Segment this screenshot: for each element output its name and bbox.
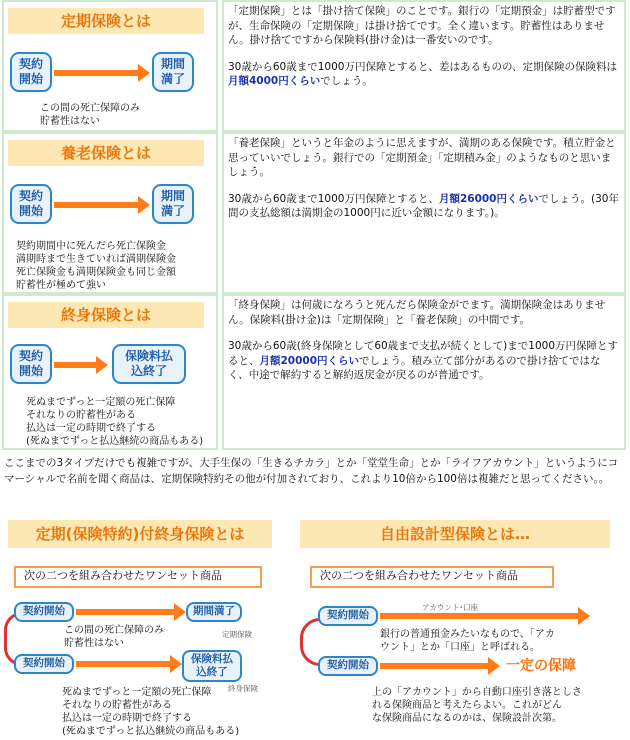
panel-title: 養老保険とは <box>8 140 204 166</box>
contract-start-pill: 契約開始 <box>14 602 74 622</box>
highlight-price: 月額26000円くらい <box>438 192 539 205</box>
term-arrow <box>76 609 176 615</box>
note-line: な保険商品になるのかは、保険設計次第。 <box>372 713 562 724</box>
note-line: 満期時まで生きていれば満期保険金 <box>16 254 176 265</box>
diagram-panel <box>2 0 218 132</box>
diagram-title: 定期(保険特約)付終身保険とは <box>8 520 272 548</box>
note-line: (死ぬまでずっと払込継続の商品もある) <box>62 726 240 737</box>
label-whole-life: 終身保険 <box>228 684 258 693</box>
payment-end-pill <box>182 650 242 682</box>
notes <box>380 628 555 654</box>
paragraph: 「養老保険」というと年金のように思えますが、満期のある保険です。積立貯金と思っていいでしょう。銀行での「定期預金」「定期積み金」のようなものと思いましょう。 <box>228 137 616 178</box>
note-line: それなりの貯蓄性がある <box>62 700 172 711</box>
bubble-text: 契約 開始 <box>18 189 43 218</box>
notes <box>26 396 203 448</box>
diagram-panel <box>2 132 218 294</box>
bubble-text: 契約 開始 <box>18 349 43 378</box>
pill-text: 保険料払 込終了 <box>191 653 233 678</box>
note-line: 払込は一定の時期で終了する <box>62 713 192 724</box>
contract-start-pill: 契約開始 <box>318 656 378 676</box>
set-product-box: 次の二つを組み合わせたワンセット商品 <box>310 566 554 588</box>
contract-start-bubble <box>10 184 52 224</box>
panel-title: 定期保険とは <box>8 8 204 34</box>
period-end-bubble <box>152 52 194 92</box>
text-segment: でしょう。(30年間の支払総額は満期金の1000円に近い金額になります。)。 <box>228 192 619 219</box>
contract-start-bubble <box>10 344 52 384</box>
link-curve <box>300 618 320 666</box>
paragraph <box>228 60 620 89</box>
period-end-bubble <box>152 184 194 224</box>
account-arrow <box>380 613 580 619</box>
period-arrow <box>54 202 140 208</box>
note-line: この間の死亡保障のみ <box>40 103 140 114</box>
paragraph: 「終身保険」は何歳になろうと死んだら保険金がでます。満期保険金はありません。保険料(掛け金)は「定期保険」と「養老保険」の中間です。 <box>228 299 606 326</box>
note-line: 貯蓄性が極めて強い <box>16 280 106 291</box>
paragraph <box>228 192 620 221</box>
set-product-box: 次の二つを組み合わせたワンセット商品 <box>14 566 262 588</box>
bubble-text: 保険料払 込終了 <box>124 349 173 378</box>
note-line: この間の死亡保障のみ <box>64 625 164 636</box>
coverage-arrow <box>380 663 490 669</box>
note-line: ウント」とか「口座」と呼ばれる。 <box>380 642 540 653</box>
note-line: 上の「アカウント」から自動口座引き落としさ <box>372 687 582 698</box>
highlight-price: 月額4000円くらい <box>228 75 321 87</box>
diagram-title: 自由設計型保険とは… <box>300 520 610 548</box>
note-line: 払込は一定の時期で終了する <box>26 423 156 434</box>
contract-start-pill: 契約開始 <box>14 654 74 674</box>
label-account: アカウント･口座 <box>422 603 479 612</box>
text-segment: 30歳から60歳(終身保険として60歳まで支払が続くとして)まで1000万円保障とすると、 <box>228 340 618 367</box>
row-term-insurance <box>0 0 630 132</box>
row-whole-life-insurance <box>0 294 630 450</box>
text-segment: 30歳から60歳まで1000万円保障とすると、 <box>228 192 439 205</box>
fixed-coverage-label: 一定の保障 <box>506 658 576 674</box>
note-line: 貯蓄性はない <box>40 116 100 127</box>
text-segment: でしょう。積み立て部分があるので掛け捨てではなく、中途で解約すると解約返戻金が戻るのが普通です。 <box>228 354 601 381</box>
note-line: 死ぬまでずっと一定額の死亡保障 <box>62 687 212 698</box>
note-line: (死ぬまでずっと払込継続の商品もある) <box>26 436 204 447</box>
panel-title: 終身保険とは <box>8 302 204 328</box>
description-panel <box>222 294 626 450</box>
period-end-pill: 期間満了 <box>186 602 242 622</box>
notes <box>40 102 140 128</box>
notes <box>372 686 582 725</box>
paragraph: 「定期保険」とは「掛け捨て保険」のことです。銀行の「定期預金」は貯蓄型ですが、生命保険の「定期保険」は掛け捨てです。全く違います。貯蓄性はありません。掛け捨てですから保険料(掛け金)は一番安いのです。 <box>228 5 616 46</box>
description-panel <box>222 132 626 294</box>
note-line: れる保険商品と考えたらよい。これがどん <box>372 700 562 711</box>
note-line: 契約期間中に死んだら死亡保険金 <box>16 241 166 252</box>
notes <box>62 686 239 738</box>
note-line: 死ぬまでずっと一定額の死亡保障 <box>26 397 176 408</box>
notes <box>16 240 176 292</box>
period-arrow <box>54 70 140 76</box>
text-segment: 30歳から60歳まで1000万円保障とすると、差はあるものの、定期保険の保険料は <box>228 60 618 73</box>
note-line: 死亡保険金も満期保険金も同じ金額 <box>16 267 176 278</box>
highlight-price: 月額20000円くらい <box>259 354 360 367</box>
contract-start-pill: 契約開始 <box>318 606 378 626</box>
paragraph <box>228 339 620 383</box>
note-line: それなりの貯蓄性がある <box>26 410 136 421</box>
payment-arrow <box>76 661 172 667</box>
label-term: 定期保険 <box>222 630 252 639</box>
note-line: 銀行の普通預金みたいなもので、「アカ <box>380 629 555 640</box>
description-panel <box>222 0 626 132</box>
bubble-text: 期間 満了 <box>160 57 185 86</box>
payment-end-bubble <box>112 344 186 384</box>
bubble-text: 契約 開始 <box>18 57 43 86</box>
row-endowment-insurance <box>0 132 630 294</box>
summary-text: ここまでの3タイプだけでも複雑ですが、大手生保の「生きるチカラ」とか「堂堂生命」とか「ライフアカウント」というようにコマーシャルで名前を聞く商品は、定期保険特約その他が付加されており、これより10倍から100倍は複雑だと思ってください。。 <box>4 457 619 485</box>
contract-start-bubble <box>10 52 52 92</box>
notes <box>64 624 164 650</box>
payment-arrow <box>54 362 98 368</box>
note-line: 貯蓄性はない <box>64 638 124 649</box>
diagram-panel <box>2 294 218 450</box>
bubble-text: 期間 満了 <box>160 189 185 218</box>
text-segment: でしょう。 <box>320 75 373 87</box>
